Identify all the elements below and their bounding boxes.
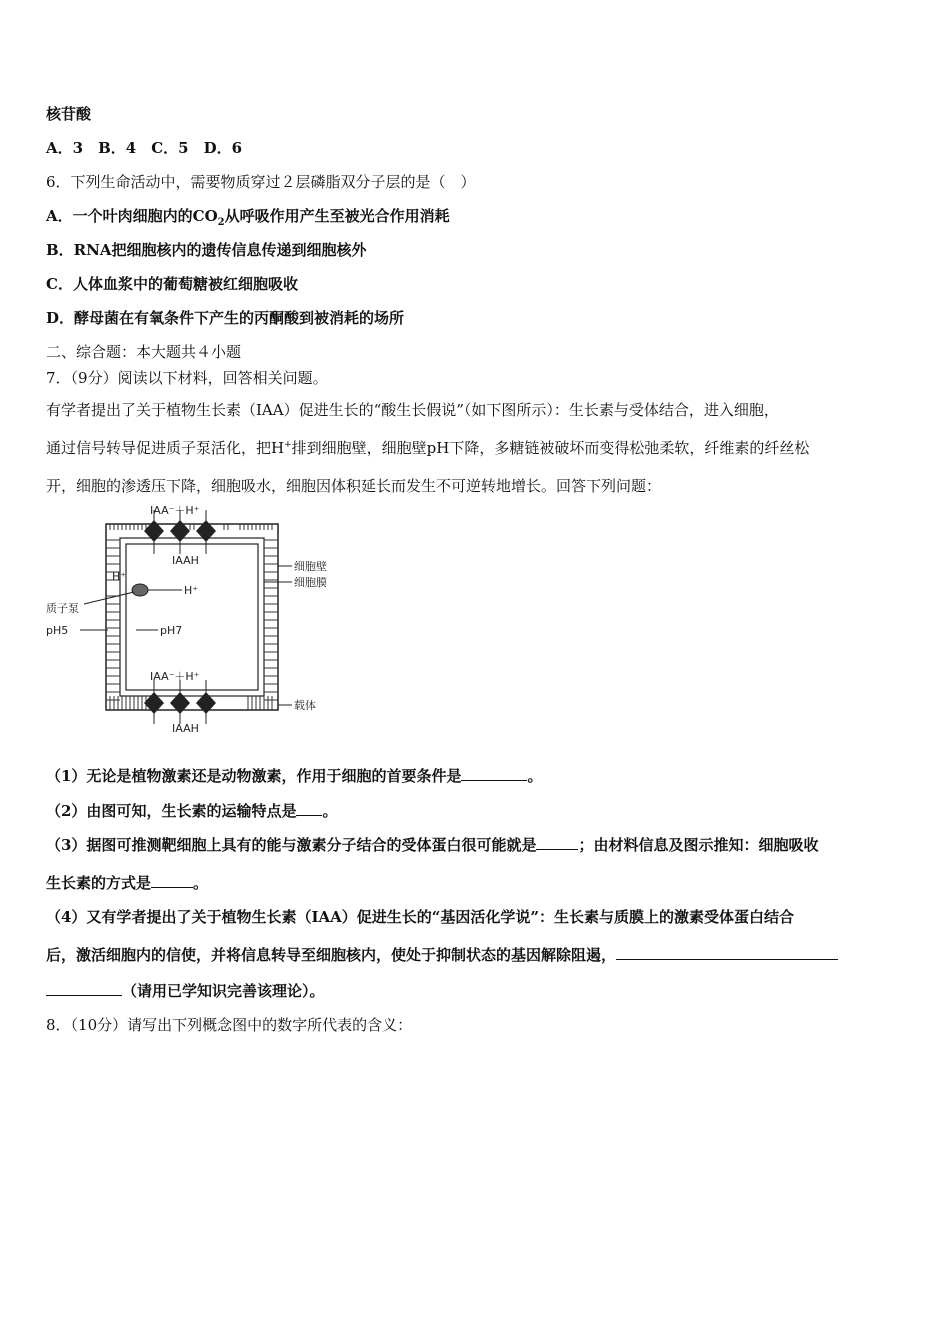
sub-question-1-text: （1）无论是植物激素还是动物激素，作用于细胞的首要条件是: [46, 767, 462, 785]
bottom-label: IAA⁻＋H⁺: [150, 670, 200, 683]
sub-question-2-text: （2）由图可知，生长素的运输特点是: [46, 802, 297, 820]
passage-line-3: 开，细胞的渗透压下降，细胞吸水，细胞因体积延长而发生不可逆转地增长。回答下列问题：: [46, 477, 662, 495]
sub-question-3b-end: 。: [193, 874, 209, 892]
answer-blank[interactable]: [536, 835, 578, 850]
passage-line-2: [46, 437, 809, 458]
sub-question-3a-text: （3）据图可推测靶细胞上具有的能与激素分子结合的受体蛋白很可能就是: [46, 836, 537, 854]
option-c: C．人体血浆中的葡萄糖被红细胞吸收: [46, 275, 298, 293]
answer-blank[interactable]: [151, 873, 193, 888]
sub-question-1-end: 。: [527, 767, 543, 785]
sub-question-3a: [46, 834, 818, 855]
sub-question-4c: [46, 980, 325, 1001]
sub-question-2: [46, 800, 337, 821]
bottom-carriers: [144, 680, 216, 724]
co2-subscript: 2: [217, 217, 225, 228]
cell-wall-label: 细胞壁: [294, 560, 327, 573]
ph-outside: pH5: [46, 624, 69, 637]
sub-question-4a: （4）又有学者提出了关于植物生长素（IAA）促进生长的“基因活化学说”：生长素与质膜上的激素受体蛋白结合: [46, 908, 794, 926]
hplus-outside: H⁺: [112, 570, 127, 583]
ph-inside: pH7: [160, 624, 183, 637]
option-d: D．酵母菌在有氧条件下产生的丙酮酸到被消耗的场所: [46, 309, 405, 327]
proton-pump: [132, 584, 148, 596]
top-label: IAA⁻＋H⁺: [150, 504, 200, 517]
question-7: 7．（9分）阅读以下材料，回答相关问题。: [46, 369, 328, 387]
answer-blank[interactable]: [296, 801, 322, 816]
question-6: 6．下列生命活动中，需要物质穿过２层磷脂双分子层的是（ ）: [46, 173, 476, 191]
sub-question-3a-end: ；由材料信息及图示推知：细胞吸收: [578, 836, 819, 854]
acid-growth-diagram: [44, 500, 364, 740]
passage-line-2-pre: 通过信号转导促进质子泵活化，把H: [46, 439, 285, 457]
proton-pump-label: 质子泵: [46, 602, 79, 615]
top-iaah: IAAH: [172, 554, 199, 567]
text-line: 核苷酸: [46, 105, 92, 123]
sub-question-3b-text: 生长素的方式是: [46, 874, 152, 892]
cell-membrane-label: 细胞膜: [294, 576, 327, 589]
hplus-superscript: +: [284, 440, 292, 450]
option-a-post: 从呼吸作用产生至被光合作用消耗: [224, 207, 450, 225]
passage-line-1: 有学者提出了关于植物生长素（IAA）促进生长的“酸生长假说”（如下图所示）：生长素与受体结合，进入细胞，: [46, 401, 779, 419]
sub-question-4c-text: （请用已学知识完善该理论）。: [122, 982, 325, 1000]
answer-blank[interactable]: [616, 945, 838, 960]
sub-question-1: [46, 765, 542, 786]
answer-options: A．3 B．4 C．5 D．6: [46, 139, 243, 157]
sub-question-3b: [46, 872, 208, 893]
question-8: 8．（10分）请写出下列概念图中的数字所代表的含义：: [46, 1016, 413, 1034]
answer-blank[interactable]: [461, 766, 527, 781]
sub-question-4b-text: 后，激活细胞内的信使，并将信息转导至细胞核内，使处于抑制状态的基因解除阻遏，: [46, 946, 617, 964]
option-b: B．RNA把细胞核内的遗传信息传递到细胞核外: [46, 241, 367, 259]
hplus-inside: H⁺: [184, 584, 199, 597]
section-2-heading: 二、综合题：本大题共４小题: [46, 343, 242, 361]
option-a-pre: A．一个叶肉细胞内的CO: [46, 207, 218, 225]
carrier-label: 载体: [294, 699, 316, 712]
sub-question-4b: [46, 944, 838, 965]
answer-blank[interactable]: [46, 981, 122, 996]
passage-line-2-post: 排到细胞壁，细胞壁pH下降，多糖链被破坏而变得松弛柔软，纤维素的纤丝松: [291, 439, 810, 457]
sub-question-2-end: 。: [322, 802, 338, 820]
bottom-iaah: IAAH: [172, 722, 199, 735]
option-a: [46, 205, 450, 228]
